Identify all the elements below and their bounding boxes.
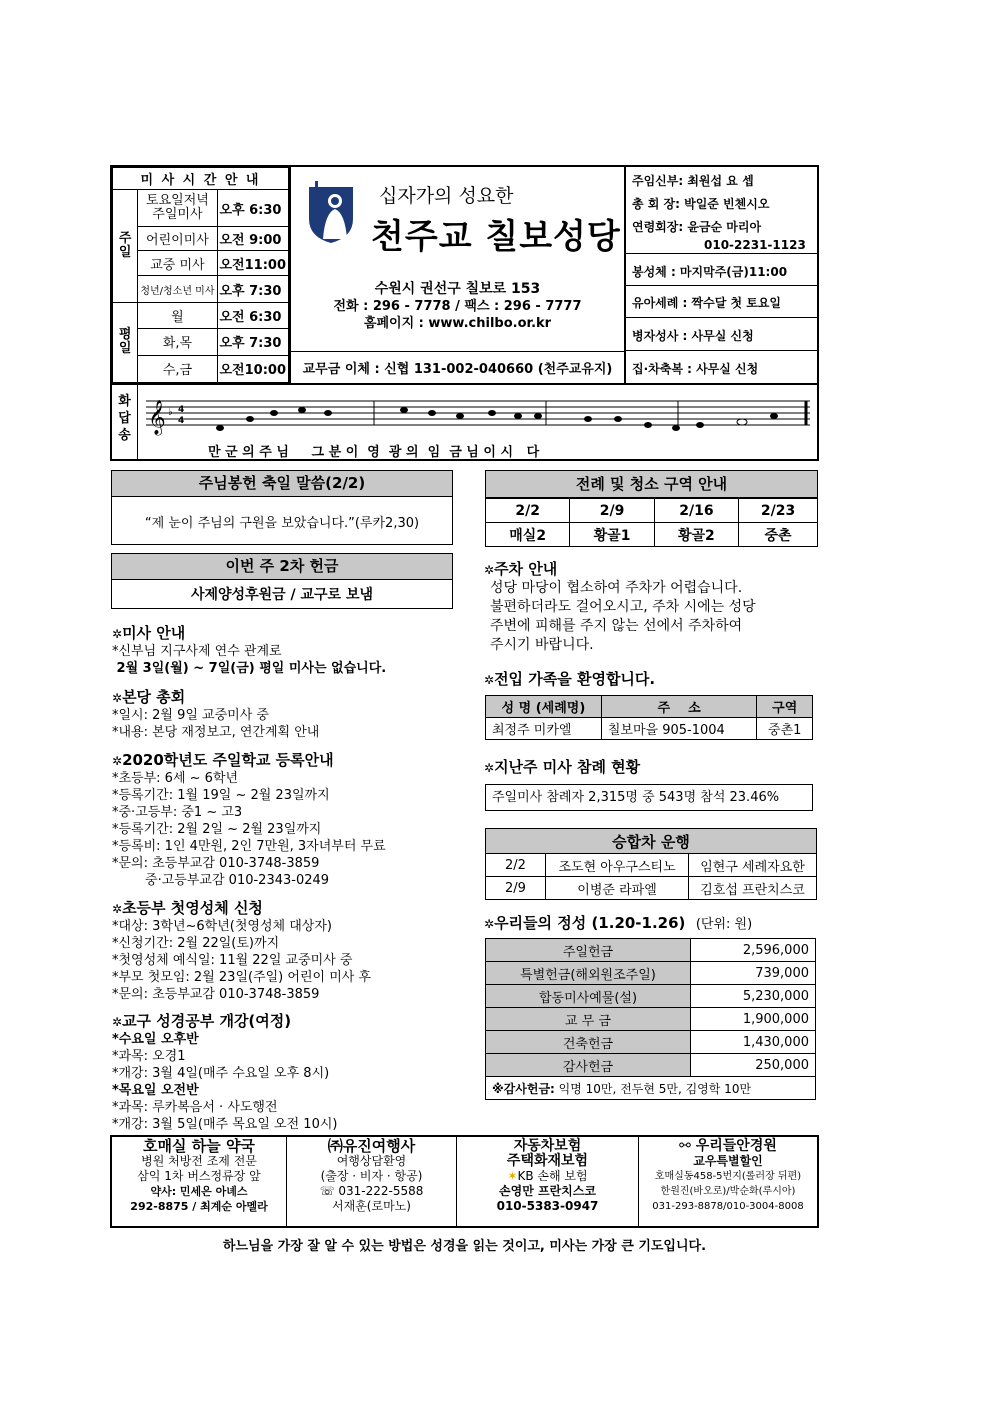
ad-travel: ㈜유진여행사 여행상담환영 (출장 · 비자 · 항공) ☏ 031-222-5588 서재훈(로마노) bbox=[287, 1137, 457, 1226]
church-info bbox=[289, 167, 626, 383]
section-general-meeting bbox=[112, 686, 457, 741]
section-sunday-school bbox=[112, 749, 457, 889]
mass-time: 오후 7:30 bbox=[217, 276, 289, 302]
section-title: ✲초등부 첫영성체 신청 bbox=[112, 899, 263, 917]
offerings-table bbox=[485, 938, 816, 1100]
bulletin-header bbox=[110, 165, 819, 461]
section-body: 성당 마당이 협소하여 주차가 어렵습니다. 불편하더라도 걸어오시고, 주차 시에는 성당 주변에 피해를 주지 않는 선에서 주차하여 주시기 바랍니다. bbox=[490, 580, 756, 653]
table-row: 최정주 미카엘 칠보마을 905-1004 중촌1 bbox=[486, 718, 813, 740]
attendance-heading bbox=[484, 756, 819, 777]
section-title: ✲주차 안내 bbox=[484, 560, 558, 578]
section-bible-study bbox=[112, 1010, 457, 1133]
table-cell: 황골1 bbox=[570, 523, 654, 547]
flower-icon: ✲ bbox=[112, 754, 123, 768]
section-title: ✲2020학년도 주일학교 등록안내 bbox=[112, 751, 334, 769]
carpool-table bbox=[485, 828, 817, 900]
table-row: 2/2 조도현 아우구스티노 임현구 세례자요한 bbox=[486, 854, 817, 877]
table-row: 감사헌금 250,000 bbox=[486, 1054, 816, 1077]
response-psalm bbox=[112, 383, 817, 459]
sick-anointing: 병자성사 : 사무실 신청 bbox=[632, 329, 754, 343]
table-cell: 2/23 bbox=[739, 499, 818, 523]
carpool-title: 승합차 운행 bbox=[486, 829, 817, 854]
liturgy-cleaning-title: 전례 및 청소 구역 안내 bbox=[485, 470, 818, 498]
section-body: *일시: 2월 9일 교중미사 중 *내용: 본당 재정보고, 연간계획 안내 bbox=[112, 708, 320, 740]
kb-star-icon: ✶ bbox=[507, 1169, 518, 1183]
church-logo-icon bbox=[305, 179, 357, 245]
mass-time: 오전11:00 bbox=[217, 251, 289, 276]
bank-account: 교무금 이체 : 신협 131-002-040660 (천주교유지) bbox=[291, 351, 624, 379]
sunday-label: 주 일 bbox=[113, 190, 138, 303]
second-collection-text: 사제양성후원금 / 교구로 보냄 bbox=[190, 587, 374, 603]
section-parking bbox=[484, 558, 819, 655]
table-cell: 매실2 bbox=[486, 523, 570, 547]
hymn-label: 화 답 송 bbox=[112, 385, 138, 461]
mass-name: 토요일저녁 주일미사 bbox=[138, 190, 217, 227]
church-phone: 전화 : 296 - 7778 / 팩스 : 296 - 7777 bbox=[333, 299, 582, 314]
footer-quote: 하느님을 가장 잘 알 수 있는 방법은 성경을 읽는 것이고, 미사는 가장 큰 기도입니다. bbox=[222, 1239, 707, 1254]
word-title: 주님봉헌 축일 말씀(2/2) bbox=[112, 471, 452, 497]
table-cell: 2/9 bbox=[570, 499, 654, 523]
section-body: *신부님 지구사제 연수 관계로 2월 3일(월) ~ 7일(금) 평일 미사는 없습니다. bbox=[112, 644, 387, 676]
mass-time: 오후 7:30 bbox=[217, 329, 289, 355]
offerings-heading bbox=[484, 912, 819, 933]
attendance-text: 주일미사 참례자 2,315명 중 543명 참석 23.46% bbox=[485, 784, 813, 811]
table-row: 주일헌금 2,596,000 bbox=[486, 939, 816, 962]
new-family-table bbox=[485, 695, 813, 740]
section-body: *수요일 오후반 *과목: 오경1 *개강: 3월 4일(매주 수요일 오후 8시) *목요일 오전반 *과목: 루카복음서 · 사도행전 *개강: 3월 5일(매주 목요일 오전 10시) bbox=[112, 1032, 338, 1132]
word-text: “제 눈이 주님의 구원을 보았습니다.”(루카2,30) bbox=[144, 516, 420, 531]
mass-times-table bbox=[112, 167, 289, 383]
mass-name: 청년/청소년 미사 bbox=[138, 276, 217, 302]
section-title: ✲본당 총회 bbox=[112, 688, 186, 706]
ad-pharmacy: 호매실 하늘 약국 병원 처방전 조제 전문 삼익 1차 버스정류장 앞 약사: 민세은 아녜스 292-8875 / 최계순 아멜라 bbox=[112, 1137, 287, 1226]
section-title: ✲전입 가족을 환영합니다. bbox=[484, 670, 656, 688]
table-header: 주 소 bbox=[601, 696, 757, 718]
section-mass-notice bbox=[112, 622, 457, 677]
svg-text:♭: ♭ bbox=[168, 407, 173, 418]
ad-optician: ⚯ 우리들안경원 교우특별할인 호매실동458-5번지(롤러장 뒤편) 한원진(바오로)/박순화(루시아) 031-293-8878/010-3004-8008 bbox=[652, 1138, 804, 1212]
table-cell: 2/16 bbox=[654, 499, 738, 523]
section-title: ✲교구 성경공부 개강(여정) bbox=[112, 1012, 292, 1030]
church-homepage[interactable]: 홈페이지 : www.chilbo.or.kr bbox=[363, 316, 552, 331]
table-row: 특별헌금(해외원조주일) 739,000 bbox=[486, 962, 816, 985]
second-collection-box bbox=[111, 553, 453, 609]
holy-hour: 봉성체 : 마지막주(금)11:00 bbox=[632, 265, 788, 279]
table-cell: 중촌 bbox=[739, 523, 818, 547]
section-title: ✲우리들의 정성 (1.20-1.26) (단위: 원) bbox=[484, 914, 753, 932]
mass-name: 월 bbox=[138, 302, 217, 328]
word-box bbox=[111, 470, 453, 545]
offerings-note: ※감사헌금: 익명 10만, 전두현 5만, 김영학 10만 bbox=[486, 1077, 816, 1100]
church-address-block bbox=[291, 281, 624, 332]
flower-icon: ✲ bbox=[112, 691, 123, 705]
mass-name: 어린이미사 bbox=[138, 226, 217, 250]
music-staff bbox=[142, 391, 814, 437]
flower-icon: ✲ bbox=[484, 761, 495, 775]
mass-name: 교중 미사 bbox=[138, 251, 217, 276]
table-cell: 황골2 bbox=[654, 523, 738, 547]
mass-time: 오후 6:30 bbox=[217, 190, 289, 227]
flower-icon: ✲ bbox=[484, 563, 495, 577]
section-body: *대상: 3학년~6학년(첫영성체 대상자) *신청기간: 2월 22일(토)까지 *첫영성체 예식일: 11월 22일 교중미사 중 *부모 첫모임: 2월 23일(주일) 어린이 미사 후 *문의: 초등부교감 010-3748-3859 bbox=[112, 919, 372, 1002]
mass-time: 오전10:00 bbox=[217, 355, 289, 382]
table-header: 구역 bbox=[757, 696, 813, 718]
flower-icon: ✲ bbox=[484, 673, 495, 687]
president: 총 회 장: 박일준 빈첸시오 bbox=[632, 197, 770, 211]
mass-name: 화,목 bbox=[138, 329, 217, 355]
section-first-communion bbox=[112, 897, 457, 1003]
church-address: 수원시 권선구 칠보로 153 bbox=[374, 281, 541, 297]
ads-bar bbox=[110, 1135, 819, 1228]
ad-insurance: 자동차보험 주택화재보험 ✶KB 손해 보험 손영만 프란치스코 010-5383-0947 bbox=[457, 1137, 639, 1226]
svg-text:𝄞: 𝄞 bbox=[148, 400, 166, 435]
flower-icon: ✲ bbox=[484, 917, 495, 931]
flower-icon: ✲ bbox=[112, 627, 123, 641]
table-header: 성 명 (세례명) bbox=[486, 696, 602, 718]
new-family-heading bbox=[484, 668, 819, 689]
table-row: 교 무 금 1,900,000 bbox=[486, 1008, 816, 1031]
svg-text:4: 4 bbox=[178, 416, 185, 426]
section-title: ✲지난주 미사 참례 현황 bbox=[484, 758, 641, 776]
liturgy-cleaning-table bbox=[485, 498, 818, 547]
church-subtitle: 십자가의 성요한 bbox=[379, 185, 514, 207]
table-cell: 2/2 bbox=[486, 499, 570, 523]
mass-time: 오전 9:00 bbox=[217, 226, 289, 250]
glasses-icon: ⚯ bbox=[679, 1138, 691, 1154]
union-phone: 010-2231-1123 bbox=[704, 238, 806, 252]
house-blessing: 집·차축복 : 사무실 신청 bbox=[632, 362, 759, 376]
hymn-lyrics: 만 군 의 주 님 그 분 이 영 광 의 임 금 님 이 시 다 bbox=[208, 445, 540, 460]
table-row: 건축헌금 1,430,000 bbox=[486, 1031, 816, 1054]
flower-icon: ✲ bbox=[112, 1015, 123, 1029]
svg-text:4: 4 bbox=[178, 405, 185, 415]
staff-info bbox=[626, 167, 819, 383]
table-row: 2/9 이병준 라파엘 김호섭 프란치스코 bbox=[486, 877, 817, 900]
union-president: 연령회장: 윤금순 마리아 bbox=[632, 220, 762, 234]
mass-time: 오전 6:30 bbox=[217, 302, 289, 328]
infant-baptism: 유아세례 : 짝수달 첫 토요일 bbox=[632, 296, 782, 310]
church-name: 천주교 칠보성당 bbox=[371, 217, 621, 257]
mass-times-title: 미 사 시 간 안 내 bbox=[113, 168, 289, 190]
section-body: *초등부: 6세 ~ 6학년 *등록기간: 1월 19일 ~ 2월 23일까지 *중·고등부: 중1 ~ 고3 *등록기간: 2월 2일 ~ 2월 23일까지 *등록비: 1인 4만원, 2인 7만원, 3자녀부터 무료 *문의: 초등부교감 010-3748-3859 중·고등부교감 010-2343-0249 bbox=[112, 771, 386, 888]
flower-icon: ✲ bbox=[112, 902, 123, 916]
pastor: 주임신부: 최원섭 요 셉 bbox=[632, 174, 754, 188]
weekday-label: 평 일 bbox=[113, 302, 138, 382]
mass-name: 수,금 bbox=[138, 355, 217, 382]
table-row: 합동미사예물(설) 5,230,000 bbox=[486, 985, 816, 1008]
second-collection-title: 이번 주 2차 헌금 bbox=[112, 554, 452, 580]
section-title: ✲미사 안내 bbox=[112, 624, 186, 642]
liturgy-cleaning-box bbox=[485, 470, 818, 547]
